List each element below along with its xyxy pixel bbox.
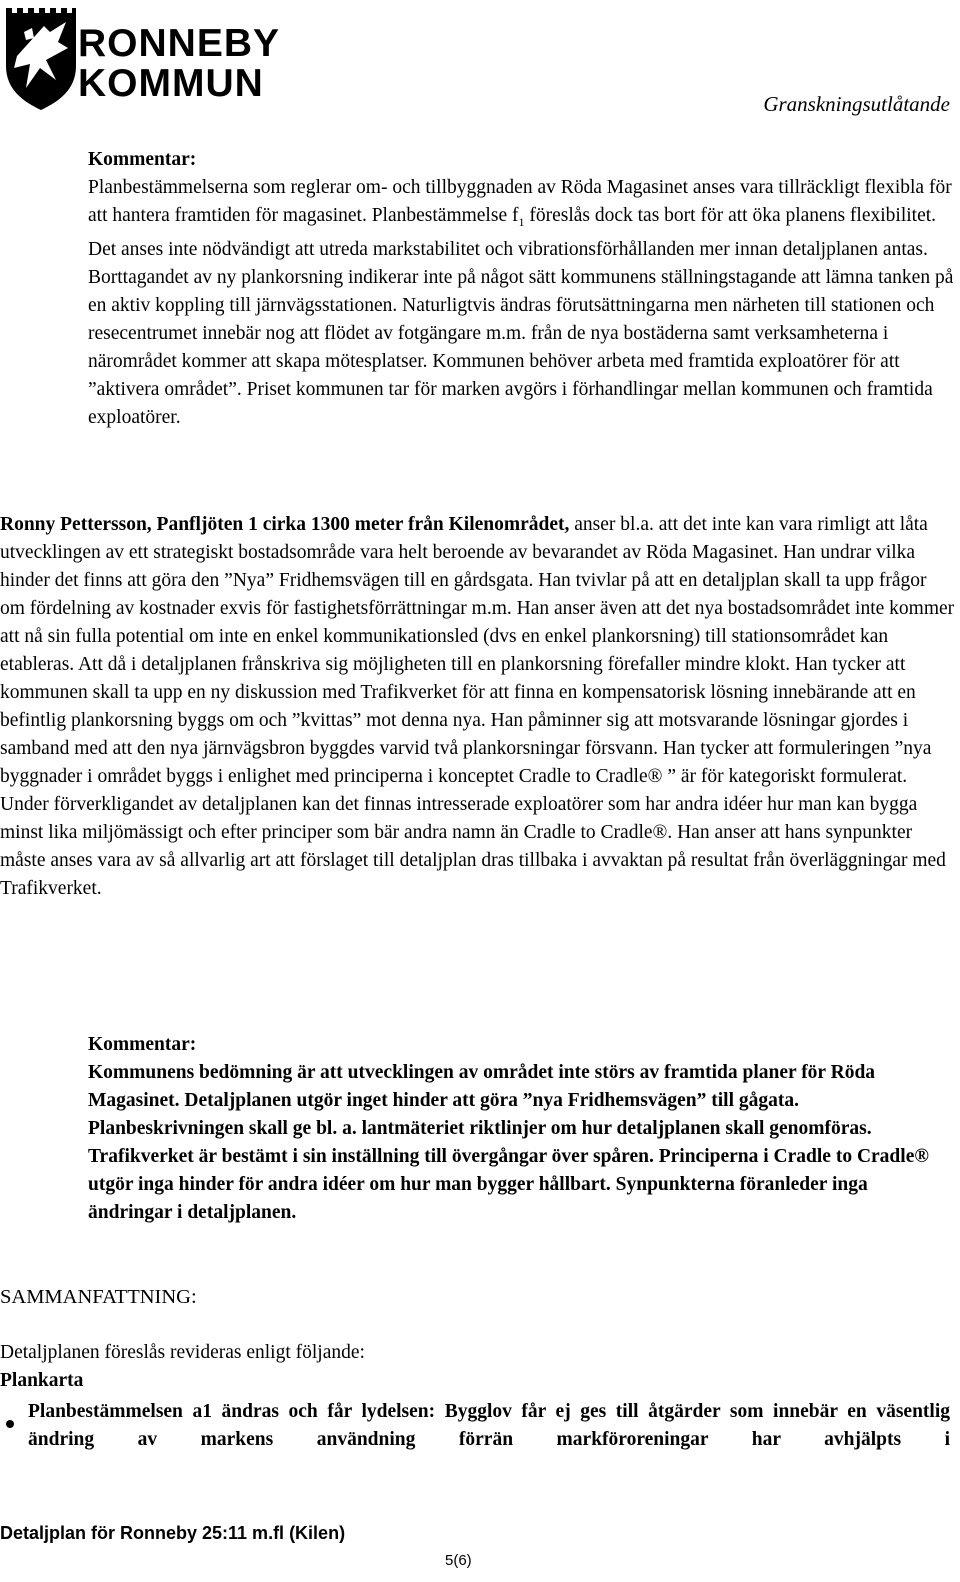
opinion-author: Ronny Pettersson, Panfljöten 1 cirka 1300 meter från Kilenområdet, xyxy=(0,514,570,535)
comment-text-2: Kommunens bedömning är att utvecklingen av området inte störs av framtida planer för Röda Magasinet. Detaljplanen utgör inget hinder att göra ”nya Fridhemsvägen” till gågata. Planbeskrivningen skall ge bl. a. lantmäteriet riktlinjer om hur detaljplanen skall genomföras. Trafikverket är bestämt i sin inställning till övergångar över spåren. Principerna i Cradle to Cradle® utgör inga hinder för andra idéer om hur man bygger hållbart. Synpunkterna föranleder inga ändringar i detaljplanen. xyxy=(88,1062,929,1223)
page-number: 5(6) xyxy=(445,1552,472,1569)
document-type: Granskningsutlåtande xyxy=(763,92,950,116)
coat-of-arms-icon xyxy=(6,8,76,110)
footer-title: Detaljplan för Ronneby 25:11 m.fl (Kilen) xyxy=(0,1523,346,1543)
comment-text-1-part-b: föreslås dock tas bort för att öka planens flexibilitet. Det anses inte nödvändigt att utreda markstabilitet och vibrationsförhållanden mer innan detaljplanen antas. Borttagandet av ny plankorsning indikerar inte på något sätt kommunens ställningstagande att lämna tanken på en aktiv koppling till järnvägsstationen. Naturligtvis ändras förutsättningarna men närheten till stationen och resecentrumet innebär nog att flödet av fotgängare m.m. från de nya bostäderna samt verksamheterna i närområdet kommer att skapa mötesplatser. Kommunen behöver arbeta med framtida exploatörer för att ”aktivera området”. Priset kommunen tar för marken avgörs i förhandlingar mellan kommunen och framtida exploatörer. xyxy=(88,205,954,428)
opinion-text: anser bl.a. att det inte kan vara rimligt att låta utvecklingen av ett strategiskt bostadsområde vara helt beroende av bevarandet av Röda Magasinet. Han undrar vilka hinder det finns att göra den ”Nya” Fridhemsvägen till en gårdsgata. Han tvivlar på att en detaljplan skall ta upp frågor om fördelning av kostnader exvis för fastighetsförrättningar m.m. Han anser även att det nya bostadsområdet inte kommer att nå sin fulla potential om inte en enkel kommunikationsled (dvs en enkel plankorsning) till stationsområdet kan etableras. Att då i detaljplanen frånskriva sig möjligheten till en plankorsning förefaller mindre klokt. Han tycker att kommunen skall ta upp en ny diskussion med Trafikverket för att finna en kompensatorisk lösning innebärande att en befintlig plankorsning byggs om och ”kvittas” mot denna nya. Han påminner sig att motsvarande lösningar gjordes i samband med att den nya järnvägsbron byggdes varvid två plankorsningar försvann. Han tycker att formuleringen ”nya byggnader i området byggs i enlighet med principerna i konceptet Cradle to Cradle® ” är för kategoriskt formulerat. Under förverkligandet av detaljplanen kan det finnas intresserade exploatörer som har andra idéer hur man kan bygga minst lika miljömässigt och efter principer som bär andra namn än Cradle to Cradle®. Han anser att hans synpunkter måste anses vara av så allvarlig art att förslaget till detaljplan dras tillbaka i avvaktan på resultat från överläggningar med Trafikverket. xyxy=(0,514,955,899)
bullet-item: Planbestämmelsen a1 ändras och får lydelsen: Bygglov får ej ges till åtgärder som innebär en väsentlig ändring av markens användning förrän markföroreningar har avhjälpts i xyxy=(28,1401,950,1450)
bullet-icon xyxy=(6,1420,14,1428)
summary-heading: SAMMANFATTNING: xyxy=(0,1286,197,1308)
comment-heading-2: Kommentar: xyxy=(88,1034,197,1055)
comment-text-1 xyxy=(88,174,954,432)
subscript-1: 1 xyxy=(518,214,525,229)
comment-heading-1: Kommentar: xyxy=(88,149,197,170)
logo-line-2: KOMMUN xyxy=(78,62,264,105)
comment-text-1-part-a: Planbestämmelserna som reglerar om- och tillbyggnaden av Röda Magasinet anses vara tillräckligt flexibla för att hantera framtiden för magasinet. Planbestämmelse f xyxy=(88,177,952,226)
logo-line-1: RONNEBY xyxy=(78,22,281,65)
opinion-paragraph xyxy=(0,511,955,903)
summary-intro: Detaljplanen föreslås revideras enligt följande: xyxy=(0,1342,365,1363)
logo-wordmark xyxy=(78,24,280,104)
plankarta-heading: Plankarta xyxy=(0,1370,84,1391)
